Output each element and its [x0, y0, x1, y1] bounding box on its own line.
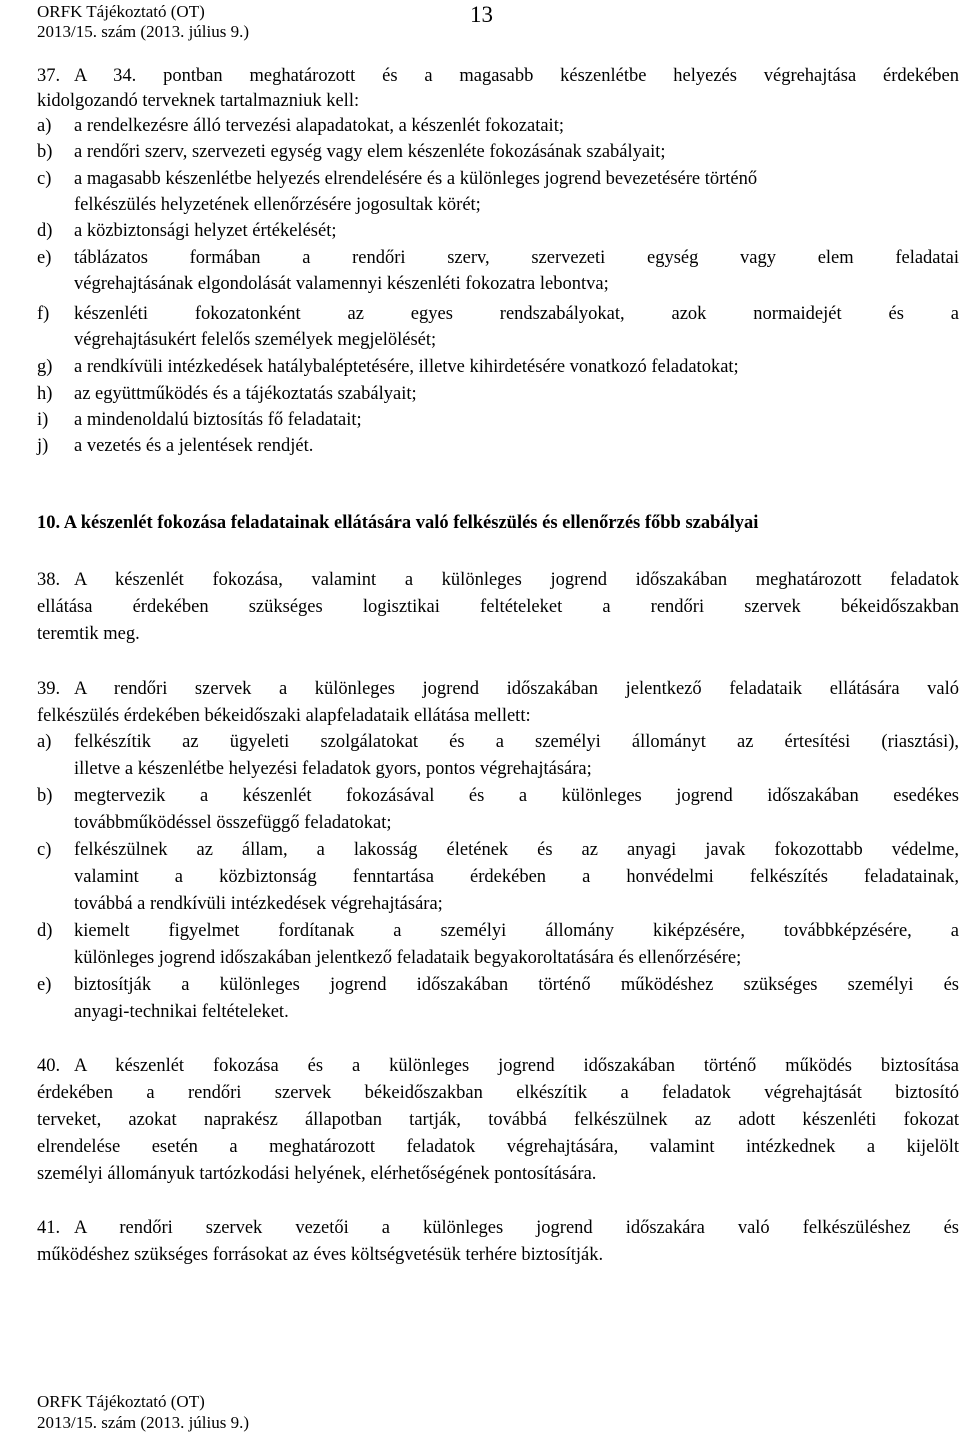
section-heading: 10. A készenlét fokozása feladatainak ellátására való felkészülés és ellenőrzés főbb szabályai: [37, 513, 759, 533]
list-item-cont: anyagi-technikai feltételeket.: [74, 1002, 289, 1022]
section-number: 37.: [37, 66, 61, 86]
list-label: e): [37, 248, 52, 268]
list-item: kiemelt figyelmet fordítanak a személyi állomány kiképzésére, továbbképzésére, a: [74, 921, 959, 941]
list-label: e): [37, 975, 52, 995]
list-item: készenléti fokozatonként az egyes rendszabályokat, azok normaidejét és a: [74, 304, 959, 324]
section-41-line: működéshez szükséges forrásokat az éves költségvetésük terhére biztosítják.: [37, 1245, 604, 1265]
list-label: d): [37, 921, 53, 941]
list-item: megtervezik a készenlét fokozásával és a különleges jogrend időszakában esedékes: [74, 786, 959, 806]
list-label: c): [37, 169, 52, 189]
list-item-cont: felkészülés helyzetének ellenőrzésére jogosultak körét;: [74, 195, 481, 215]
list-item: a rendelkezésre álló tervezési alapadatokat, a készenlét fokozatait;: [74, 116, 564, 136]
list-item-cont: illetve a készenlétbe helyezési feladatok gyors, pontos végrehajtására;: [74, 759, 592, 779]
section-number: 39.: [37, 679, 61, 699]
list-item: a közbiztonsági helyzet értékelését;: [74, 221, 337, 241]
list-item: a magasabb készenlétbe helyezés elrendelésére és a különleges jogrend bevezetésére történő: [74, 169, 758, 189]
list-label: j): [37, 436, 49, 456]
list-label: g): [37, 357, 53, 377]
section-38-line: teremtik meg.: [37, 624, 140, 644]
section-37-intro-cont: kidolgozandó terveknek tartalmazniuk kell:: [37, 91, 360, 111]
header-issue: 2013/15. szám (2013. július 9.): [37, 22, 250, 41]
list-item: felkészülnek az állam, a lakosság életének és az anyagi javak fokozottabb védelme,: [74, 840, 959, 860]
footer-title: ORFK Tájékoztató (OT): [37, 1392, 205, 1411]
section-number: 40.: [37, 1056, 61, 1076]
section-39-intro: 39. A rendőri szervek a különleges jogrend időszakában jelentkező feladataik ellátására való: [37, 676, 959, 702]
list-item: táblázatos formában a rendőri szerv, szervezeti egység vagy elem feladatai: [74, 248, 959, 268]
section-40-line: személyi állományuk tartózkodási helyének, elérhetőségének pontosítására.: [37, 1164, 597, 1184]
list-label: d): [37, 221, 53, 241]
list-label: a): [37, 116, 52, 136]
list-label: i): [37, 410, 49, 430]
section-40-line: elrendelése esetén a meghatározott feladatok végrehajtására, valamint intézkednek a kijelölt: [37, 1137, 959, 1157]
list-item-cont: végrehajtásukért felelős személyek megjelölését;: [74, 330, 437, 350]
list-item: felkészítik az ügyeleti szolgálatokat és a személyi állományt az értesítési (riasztási),: [74, 732, 959, 752]
section-38-line: ellátása érdekében szükséges logisztikai feltételeket a rendőri szervek békeidőszakban: [37, 597, 959, 617]
list-item: biztosítják a különleges jogrend időszakában történő működéshez szükséges személyi és: [74, 975, 959, 995]
list-item-cont: továbbá a rendkívüli intézkedések végrehajtására;: [74, 894, 443, 914]
list-item: az együttműködés és a tájékoztatás szabályait;: [74, 384, 417, 404]
section-number: 38.: [37, 570, 61, 590]
list-label: c): [37, 840, 52, 860]
list-label: b): [37, 786, 53, 806]
section-number: 41.: [37, 1218, 61, 1238]
section-37-intro: 37. A 34. pontban meghatározott és a magasabb készenlétbe helyezés végrehajtása érdekében: [37, 63, 959, 89]
list-item: a rendkívüli intézkedések hatálybaléptetésére, illetve kihirdetésére vonatkozó feladatokat;: [74, 357, 739, 377]
section-39-intro-cont: felkészülés érdekében békeidőszaki alapfeladataik ellátása mellett:: [37, 706, 531, 726]
section-40-line: 40. A készenlét fokozása és a különleges jogrend időszakában történő működés biztosítása: [37, 1053, 959, 1079]
list-label: a): [37, 732, 52, 752]
section-38-line: 38. A készenlét fokozása, valamint a különleges jogrend időszakában meghatározott feladatok: [37, 567, 959, 593]
list-item-cont: különleges jogrend időszakában jelentkező feladataik begyakoroltatására és ellenőrzésére;: [74, 948, 742, 968]
section-40-line: terveket, azokat naprakész állapotban tartják, továbbá felkészülnek az adott készenléti fokozat: [37, 1110, 959, 1130]
list-item: a rendőri szerv, szervezeti egység vagy elem készenléte fokozásának szabályait;: [74, 142, 666, 162]
footer-issue: 2013/15. szám (2013. július 9.): [37, 1413, 250, 1432]
list-item: a mindenoldalú biztosítás fő feladatait;: [74, 410, 362, 430]
list-item: a vezetés és a jelentések rendjét.: [74, 436, 314, 456]
section-40-line: érdekében a rendőri szervek békeidőszakban elkészítik a feladatok végrehajtását biztosító: [37, 1083, 959, 1103]
list-item-cont: végrehajtásának elgondolását valamennyi készenléti fokozatra lebontva;: [74, 274, 609, 294]
section-41-line: 41. A rendőri szervek vezetői a különleges jogrend időszakára való felkészüléshez és: [37, 1215, 959, 1241]
list-item-cont: valamint a közbiztonság fenntartása érdekében a honvédelmi felkészítés feladatainak,: [74, 867, 959, 887]
list-item-cont: továbbműködéssel összefüggő feladatokat;: [74, 813, 392, 833]
list-label: f): [37, 304, 50, 324]
list-label: b): [37, 142, 53, 162]
page-number: 13: [470, 2, 493, 27]
header-title: ORFK Tájékoztató (OT): [37, 2, 205, 21]
list-label: h): [37, 384, 53, 404]
